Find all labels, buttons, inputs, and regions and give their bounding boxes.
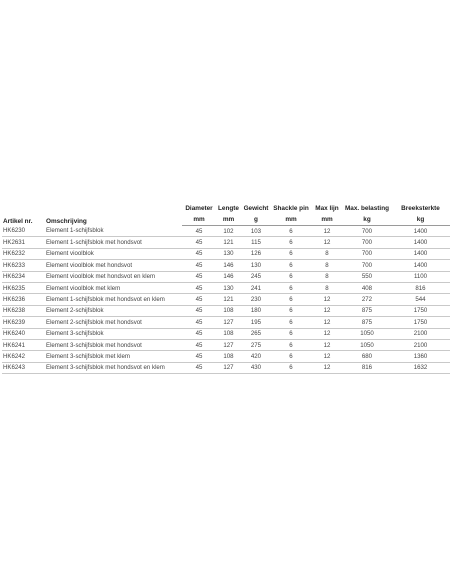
cell-omschrijving: Element 2-schijfsblok met hondsvot xyxy=(45,317,182,328)
cell-diameter: 45 xyxy=(182,339,216,350)
table-row xyxy=(2,328,450,339)
cell-diameter: 45 xyxy=(182,282,216,293)
cell-max-belasting: 1050 xyxy=(343,328,391,339)
cell-max-belasting: 700 xyxy=(343,226,391,237)
cell-breeksterkte: 1750 xyxy=(391,317,450,328)
cell-artikel: HK6230 xyxy=(2,226,45,237)
cell-omschrijving: Element vioolblok met hondsvot en klem xyxy=(45,271,182,282)
cell-shackle-pin: 6 xyxy=(271,271,311,282)
cell-max-belasting: 700 xyxy=(343,237,391,248)
cell-max-lijn: 12 xyxy=(311,237,343,248)
cell-max-lijn: 8 xyxy=(311,282,343,293)
cell-omschrijving: Element 3-schijfsblok met hondsvot xyxy=(45,339,182,350)
table-row xyxy=(2,362,450,373)
cell-breeksterkte: 1400 xyxy=(391,260,450,271)
cell-omschrijving: Element vioolblok met hondsvot xyxy=(45,260,182,271)
header-max-lijn: Max lijn xyxy=(315,205,339,212)
cell-gewicht: 115 xyxy=(241,237,271,248)
cell-omschrijving: Element 2-schijfsblok xyxy=(45,305,182,316)
table-row xyxy=(2,351,450,362)
table-row xyxy=(2,282,450,293)
cell-breeksterkte: 2100 xyxy=(391,339,450,350)
cell-max-belasting: 700 xyxy=(343,248,391,259)
cell-max-belasting: 272 xyxy=(343,294,391,305)
cell-max-lijn: 8 xyxy=(311,260,343,271)
cell-shackle-pin: 6 xyxy=(271,248,311,259)
cell-omschrijving: Element vioolblok met klem xyxy=(45,282,182,293)
cell-shackle-pin: 6 xyxy=(271,282,311,293)
cell-shackle-pin: 6 xyxy=(271,351,311,362)
header-max-belasting: Max. belasting xyxy=(344,205,390,212)
cell-gewicht: 230 xyxy=(241,294,271,305)
cell-lengte: 121 xyxy=(216,294,241,305)
cell-gewicht: 245 xyxy=(241,271,271,282)
header-row xyxy=(2,202,450,213)
cell-lengte: 102 xyxy=(216,226,241,237)
cell-lengte: 108 xyxy=(216,305,241,316)
cell-artikel: HK2631 xyxy=(2,237,45,248)
cell-lengte: 146 xyxy=(216,260,241,271)
cell-artikel: HK6233 xyxy=(2,260,45,271)
cell-gewicht: 265 xyxy=(241,328,271,339)
cell-lengte: 127 xyxy=(216,339,241,350)
cell-omschrijving: Element 3-schijfsblok xyxy=(45,328,182,339)
cell-gewicht: 195 xyxy=(241,317,271,328)
cell-diameter: 45 xyxy=(182,294,216,305)
cell-max-lijn: 12 xyxy=(311,226,343,237)
cell-lengte: 146 xyxy=(216,271,241,282)
table-row xyxy=(2,260,450,271)
cell-omschrijving: Element 3-schijfsblok met klem xyxy=(45,351,182,362)
cell-artikel: HK6241 xyxy=(2,339,45,350)
cell-breeksterkte: 1400 xyxy=(391,226,450,237)
table-row xyxy=(2,248,450,259)
table-row xyxy=(2,305,450,316)
cell-max-lijn: 12 xyxy=(311,328,343,339)
cell-max-belasting: 680 xyxy=(343,351,391,362)
cell-breeksterkte: 544 xyxy=(391,294,450,305)
header-omschrijving: Omschrijving xyxy=(46,217,87,225)
header-artikel: Artikel nr. xyxy=(3,217,33,225)
unit-diameter: mm xyxy=(182,213,216,226)
unit-shackle-pin: mm xyxy=(271,213,311,226)
table-row xyxy=(2,271,450,282)
cell-omschrijving: Element vioolblok xyxy=(45,248,182,259)
cell-max-lijn: 12 xyxy=(311,339,343,350)
cell-omschrijving: Element 1-schijfsblok xyxy=(45,226,182,237)
cell-diameter: 45 xyxy=(182,362,216,373)
header-shackle-pin: Shackle pin xyxy=(273,205,309,212)
cell-artikel: HK6243 xyxy=(2,362,45,373)
table-row xyxy=(2,237,450,248)
cell-gewicht: 103 xyxy=(241,226,271,237)
cell-diameter: 45 xyxy=(182,260,216,271)
table-row xyxy=(2,317,450,328)
cell-diameter: 45 xyxy=(182,317,216,328)
cell-gewicht: 420 xyxy=(241,351,271,362)
header-diameter: Diameter xyxy=(185,205,213,212)
cell-artikel: HK6242 xyxy=(2,351,45,362)
cell-max-belasting: 550 xyxy=(343,271,391,282)
cell-omschrijving: Element 1-schijfsblok met hondsvot xyxy=(45,237,182,248)
cell-gewicht: 275 xyxy=(241,339,271,350)
header-breeksterkte: Breeksterkte xyxy=(401,205,440,212)
cell-diameter: 45 xyxy=(182,248,216,259)
cell-max-belasting: 700 xyxy=(343,260,391,271)
cell-breeksterkte: 816 xyxy=(391,282,450,293)
cell-breeksterkte: 1360 xyxy=(391,351,450,362)
cell-artikel: HK6235 xyxy=(2,282,45,293)
cell-max-lijn: 12 xyxy=(311,362,343,373)
cell-shackle-pin: 6 xyxy=(271,339,311,350)
cell-lengte: 108 xyxy=(216,328,241,339)
cell-max-lijn: 12 xyxy=(311,305,343,316)
unit-gewicht: g xyxy=(241,213,271,226)
cell-max-belasting: 875 xyxy=(343,305,391,316)
cell-max-belasting: 875 xyxy=(343,317,391,328)
cell-omschrijving: Element 3-schijfsblok met hondsvot en klem xyxy=(45,362,182,373)
cell-lengte: 127 xyxy=(216,362,241,373)
cell-diameter: 45 xyxy=(182,305,216,316)
cell-breeksterkte: 1400 xyxy=(391,237,450,248)
cell-gewicht: 130 xyxy=(241,260,271,271)
spec-table xyxy=(2,202,450,374)
cell-lengte: 121 xyxy=(216,237,241,248)
cell-max-lijn: 12 xyxy=(311,351,343,362)
cell-max-lijn: 12 xyxy=(311,294,343,305)
cell-lengte: 130 xyxy=(216,248,241,259)
cell-max-lijn: 8 xyxy=(311,271,343,282)
unit-max-belasting: kg xyxy=(343,213,391,226)
cell-shackle-pin: 6 xyxy=(271,328,311,339)
cell-max-lijn: 8 xyxy=(311,248,343,259)
table-row xyxy=(2,339,450,350)
cell-breeksterkte: 1400 xyxy=(391,248,450,259)
cell-shackle-pin: 6 xyxy=(271,237,311,248)
cell-lengte: 130 xyxy=(216,282,241,293)
cell-lengte: 127 xyxy=(216,317,241,328)
cell-max-belasting: 408 xyxy=(343,282,391,293)
header-gewicht: Gewicht xyxy=(243,205,269,212)
cell-max-lijn: 12 xyxy=(311,317,343,328)
cell-artikel: HK6234 xyxy=(2,271,45,282)
cell-diameter: 45 xyxy=(182,237,216,248)
cell-shackle-pin: 6 xyxy=(271,294,311,305)
table-body xyxy=(2,226,450,374)
cell-shackle-pin: 6 xyxy=(271,305,311,316)
cell-shackle-pin: 6 xyxy=(271,260,311,271)
cell-shackle-pin: 6 xyxy=(271,317,311,328)
cell-diameter: 45 xyxy=(182,351,216,362)
header-lengte: Lengte xyxy=(218,205,239,212)
cell-artikel: HK6239 xyxy=(2,317,45,328)
cell-shackle-pin: 6 xyxy=(271,362,311,373)
cell-gewicht: 241 xyxy=(241,282,271,293)
cell-omschrijving: Element 1-schijfsblok met hondsvot en klem xyxy=(45,294,182,305)
cell-lengte: 108 xyxy=(216,351,241,362)
cell-artikel: HK6236 xyxy=(2,294,45,305)
cell-breeksterkte: 2100 xyxy=(391,328,450,339)
cell-breeksterkte: 1632 xyxy=(391,362,450,373)
unit-breeksterkte: kg xyxy=(391,213,450,226)
table-header xyxy=(2,202,450,226)
table-row xyxy=(2,226,450,237)
cell-artikel: HK6238 xyxy=(2,305,45,316)
cell-breeksterkte: 1100 xyxy=(391,271,450,282)
cell-artikel: HK6240 xyxy=(2,328,45,339)
cell-diameter: 45 xyxy=(182,271,216,282)
cell-breeksterkte: 1750 xyxy=(391,305,450,316)
cell-artikel: HK6232 xyxy=(2,248,45,259)
cell-diameter: 45 xyxy=(182,328,216,339)
cell-shackle-pin: 6 xyxy=(271,226,311,237)
cell-gewicht: 180 xyxy=(241,305,271,316)
cell-max-belasting: 1050 xyxy=(343,339,391,350)
cell-diameter: 45 xyxy=(182,226,216,237)
cell-gewicht: 430 xyxy=(241,362,271,373)
unit-max-lijn: mm xyxy=(311,213,343,226)
cell-max-belasting: 816 xyxy=(343,362,391,373)
cell-gewicht: 126 xyxy=(241,248,271,259)
unit-lengte: mm xyxy=(216,213,241,226)
table-row xyxy=(2,294,450,305)
